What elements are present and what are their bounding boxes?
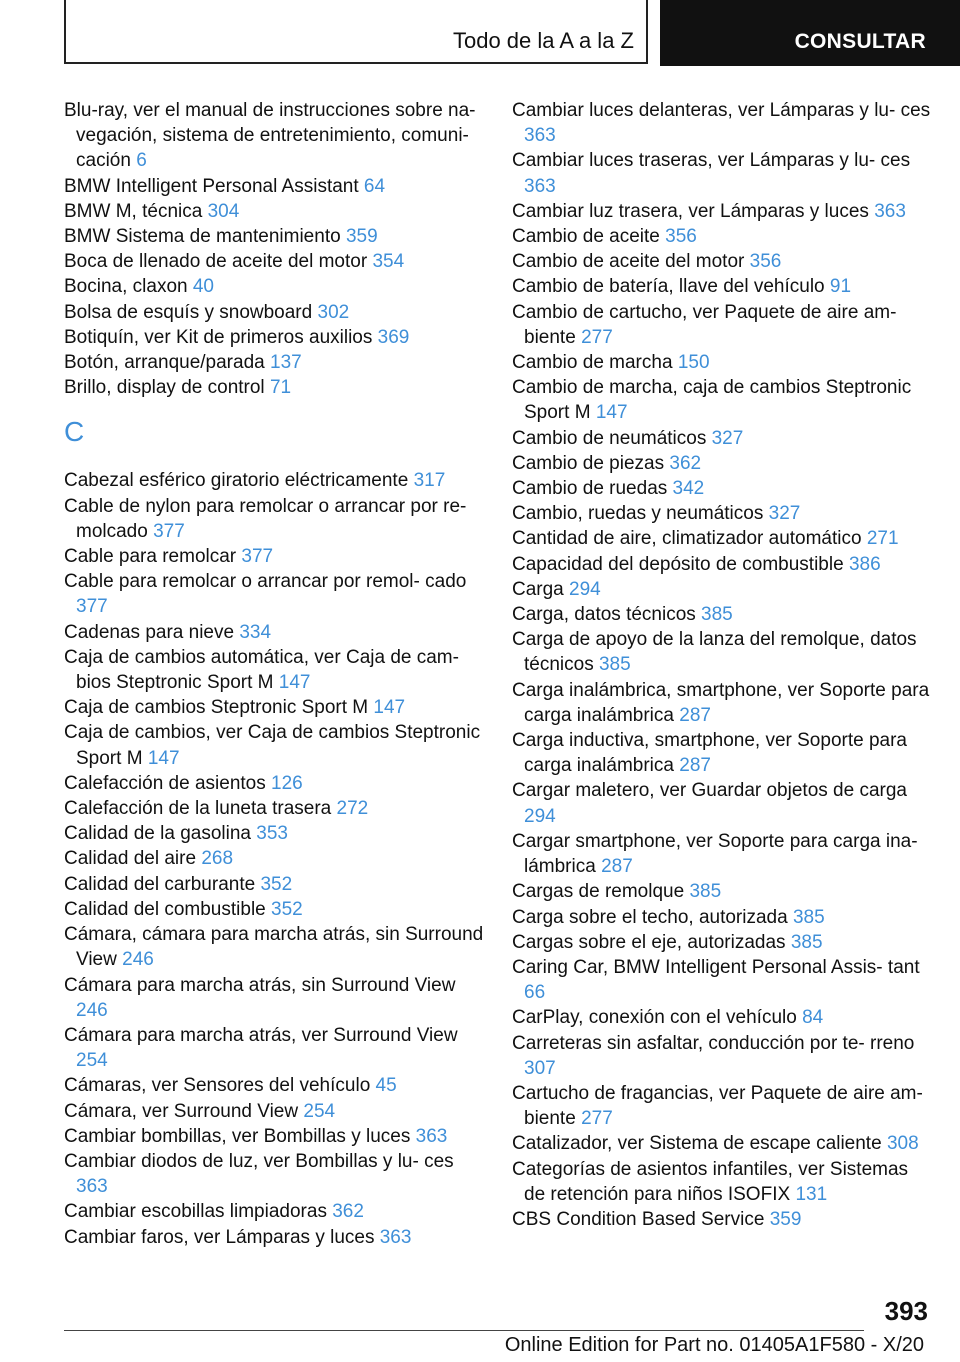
entry-term: Caja de cambios, ver Caja de cambios Steptronic Sport M — [64, 722, 481, 769]
index-entry — [512, 274, 932, 299]
entry-page-link[interactable]: 317 — [413, 470, 446, 492]
chapter-title: CONSULTAR — [794, 30, 926, 53]
entry-page-link[interactable]: 377 — [153, 520, 185, 542]
entry-page-link[interactable]: 363 — [76, 1176, 108, 1198]
entry-page-link[interactable]: 327 — [768, 503, 801, 525]
index-entry — [512, 905, 932, 930]
index-entry — [64, 569, 484, 619]
entry-page-link[interactable]: 363 — [379, 1226, 412, 1248]
index-entry — [512, 451, 932, 476]
entry-term: CarPlay, conexión con el vehículo — [512, 1007, 797, 1029]
entry-term: Cantidad de aire, climatizador automático — [512, 528, 862, 550]
entry-term: Carga, datos técnicos — [512, 604, 696, 626]
entry-term: Carreteras sin asfaltar, conducción por te- rreno — [512, 1032, 915, 1054]
entry-term: Cambiar bombillas, ver Bombillas y luces — [64, 1125, 411, 1147]
entry-page-link[interactable]: 294 — [524, 805, 556, 827]
index-entry — [64, 897, 484, 922]
index-entry — [512, 224, 932, 249]
index-list-b — [64, 98, 484, 400]
entry-page-link[interactable]: 254 — [76, 1050, 108, 1072]
index-entry — [512, 526, 932, 551]
entry-page-link[interactable]: 147 — [373, 697, 406, 719]
index-entry — [64, 821, 484, 846]
entry-term: Cambiar faros, ver Lámparas y luces — [64, 1226, 375, 1248]
entry-page-link[interactable]: 277 — [581, 1108, 613, 1130]
entry-page-link[interactable]: 271 — [866, 528, 899, 550]
entry-term: Cambio de marcha — [512, 352, 673, 374]
index-entry — [512, 552, 932, 577]
entry-page-link[interactable]: 246 — [122, 949, 154, 971]
index-entry — [64, 922, 484, 972]
entry-term: Calidad del aire — [64, 848, 197, 870]
index-entry — [64, 494, 484, 544]
entry-page-link[interactable]: 386 — [848, 553, 881, 575]
entry-page-link[interactable]: 352 — [271, 898, 303, 920]
entry-page-link[interactable]: 287 — [679, 704, 711, 726]
index-entry — [64, 98, 484, 174]
entry-page-link[interactable]: 377 — [76, 596, 108, 618]
index-entry — [64, 695, 484, 720]
entry-term: Cable para remolcar — [64, 546, 237, 568]
entry-term: Brillo, display de control — [64, 377, 265, 399]
index-entry — [512, 778, 932, 828]
index-entry — [64, 620, 484, 645]
entry-term: BMW Intelligent Personal Assistant — [64, 175, 359, 197]
entry-term: Cabezal esférico giratorio eléctricamente — [64, 470, 409, 492]
entry-page-link[interactable]: 150 — [677, 352, 710, 374]
entry-page-link[interactable]: 307 — [524, 1057, 556, 1079]
index-entry — [64, 375, 484, 400]
index-entry — [512, 476, 932, 501]
entry-term: Cambio de aceite — [512, 226, 660, 248]
index-entry — [64, 249, 484, 274]
entry-term: Cargas sobre el eje, autorizadas — [512, 931, 786, 953]
entry-term: Carga — [512, 578, 564, 600]
entry-page-link[interactable]: 385 — [790, 931, 823, 953]
entry-page-link[interactable]: 363 — [524, 175, 556, 197]
entry-page-link[interactable]: 64 — [363, 175, 386, 197]
entry-page-link[interactable]: 147 — [147, 747, 180, 769]
index-entry — [512, 577, 932, 602]
entry-term: Cambiar luz trasera, ver Lámparas y luces — [512, 200, 869, 222]
entry-term: Cambio de neumáticos — [512, 427, 707, 449]
index-entry — [64, 174, 484, 199]
entry-term: Cartucho de fragancias, ver Paquete de aire am- biente — [512, 1082, 923, 1130]
entry-term: Caja de cambios Steptronic Sport M — [64, 697, 369, 719]
entry-page-link[interactable]: 385 — [792, 906, 825, 928]
entry-term: Calefacción de la luneta trasera — [64, 798, 332, 820]
entry-term: CBS Condition Based Service — [512, 1208, 765, 1230]
index-entry — [512, 199, 932, 224]
index-entry — [512, 375, 932, 425]
entry-term: Cambio, ruedas y neumáticos — [512, 503, 764, 525]
entry-page-link[interactable]: 268 — [201, 848, 234, 870]
entry-page-link[interactable]: 147 — [595, 402, 628, 424]
entry-page-link[interactable]: 254 — [303, 1100, 336, 1122]
index-entry — [64, 199, 484, 224]
entry-page-link[interactable]: 277 — [581, 326, 613, 348]
entry-term: Botiquín, ver Kit de primeros auxilios — [64, 326, 373, 348]
entry-page-link[interactable]: 66 — [524, 982, 546, 1004]
entry-term: Calidad del combustible — [64, 898, 266, 920]
index-entry — [512, 829, 932, 879]
entry-term: Bocina, claxon — [64, 276, 188, 298]
entry-term: Cadenas para nieve — [64, 621, 235, 643]
index-entry — [64, 1023, 484, 1073]
entry-page-link[interactable]: 369 — [377, 326, 410, 348]
entry-page-link[interactable]: 84 — [802, 1007, 824, 1029]
index-entry — [64, 872, 484, 897]
entry-term: Cargar maletero, ver Guardar objetos de carga — [512, 780, 907, 802]
entry-term: Carga inductiva, smartphone, ver Soporte para carga inalámbrica — [512, 730, 907, 777]
index-column-right — [512, 98, 932, 1232]
entry-page-link[interactable]: 359 — [345, 226, 378, 248]
entry-page-link[interactable]: 362 — [332, 1201, 364, 1223]
index-entry — [512, 879, 932, 904]
index-entry — [64, 350, 484, 375]
entry-page-link[interactable]: 354 — [372, 251, 405, 273]
index-entry — [64, 325, 484, 350]
entry-page-link[interactable]: 308 — [886, 1133, 919, 1155]
index-entry — [64, 973, 484, 1023]
entry-page-link[interactable]: 352 — [260, 873, 293, 895]
entry-page-link[interactable]: 131 — [795, 1183, 828, 1205]
entry-page-link[interactable]: 45 — [375, 1075, 397, 1097]
entry-page-link[interactable]: 272 — [336, 798, 369, 820]
index-entry — [64, 544, 484, 569]
section-tab — [64, 0, 648, 64]
entry-term: Cargar smartphone, ver Soporte para carga ina- lámbrica — [512, 830, 918, 878]
index-entry — [512, 249, 932, 274]
entry-term: Cable para remolcar o arrancar por remol- cado — [64, 571, 467, 593]
index-entry — [512, 930, 932, 955]
index-entry — [512, 678, 932, 728]
entry-page-link[interactable]: 287 — [679, 755, 711, 777]
index-entry — [64, 468, 484, 493]
index-entry — [64, 1149, 484, 1199]
entry-term: Cambiar escobillas limpiadoras — [64, 1201, 327, 1223]
entry-term: Cargas de remolque — [512, 881, 685, 903]
section-title: Todo de la A a la Z — [452, 28, 634, 53]
entry-page-link[interactable]: 137 — [270, 352, 302, 374]
entry-page-link[interactable]: 287 — [601, 856, 633, 878]
index-entry — [64, 1225, 484, 1250]
entry-term: Cambio de ruedas — [512, 478, 668, 500]
index-entry — [64, 274, 484, 299]
entry-term: Cámara para marcha atrás, ver Surround View — [64, 1024, 458, 1046]
index-entry — [512, 98, 932, 148]
entry-term: BMW M, técnica — [64, 200, 203, 222]
index-entry — [64, 1199, 484, 1224]
entry-term: Cable de nylon para remolcar o arrancar por re- molcado — [64, 495, 467, 542]
entry-term: Carga de apoyo de la lanza del remolque, datos técnicos — [512, 629, 917, 676]
entry-page-link[interactable]: 363 — [415, 1125, 448, 1147]
index-entry — [512, 627, 932, 677]
entry-page-link[interactable]: 246 — [76, 999, 108, 1021]
entry-term: Cambio de cartucho, ver Paquete de aire am- biente — [512, 301, 897, 348]
index-entry — [64, 1124, 484, 1149]
index-entry — [64, 720, 484, 770]
entry-page-link[interactable]: 363 — [524, 125, 556, 147]
entry-term: Categorías de asientos infantiles, ver Sistemas de retención para niños ISOFIX — [512, 1158, 909, 1205]
index-entry — [512, 602, 932, 627]
index-entry — [512, 350, 932, 375]
entry-term: Blu-ray, ver el manual de instrucciones sobre na- vegación, sistema de entretenimiento, comuni- cación — [64, 100, 476, 172]
index-entry — [64, 1099, 484, 1124]
entry-page-link[interactable]: 385 — [598, 654, 631, 676]
entry-page-link[interactable]: 342 — [672, 478, 705, 500]
index-entry — [512, 1131, 932, 1156]
entry-page-link[interactable]: 385 — [701, 604, 733, 626]
index-entry — [512, 955, 932, 1005]
entry-page-link[interactable]: 353 — [256, 823, 288, 845]
index-list-c-right — [512, 98, 932, 1232]
footer-divider — [64, 1330, 864, 1331]
entry-page-link[interactable]: 356 — [749, 251, 782, 273]
index-entry — [64, 645, 484, 695]
entry-page-link[interactable]: 294 — [569, 578, 601, 600]
entry-term: Cambio de marcha, caja de cambios Steptronic Sport M — [512, 377, 912, 424]
index-entry — [64, 224, 484, 249]
entry-page-link[interactable]: 126 — [271, 772, 303, 794]
entry-term: Cambiar luces delanteras, ver Lámparas y lu- ces — [512, 100, 931, 121]
entry-term: Cambio de piezas — [512, 452, 665, 474]
entry-page-link[interactable]: 385 — [689, 881, 722, 903]
entry-page-link[interactable]: 304 — [207, 200, 240, 222]
entry-term: BMW Sistema de mantenimiento — [64, 226, 341, 248]
index-entry — [64, 300, 484, 325]
page-header — [0, 0, 960, 66]
entry-term: Boca de llenado de aceite del motor — [64, 251, 368, 273]
entry-term: Cámara para marcha atrás, sin Surround View — [64, 974, 456, 996]
entry-term: Calidad del carburante — [64, 873, 256, 895]
entry-page-link[interactable]: 71 — [269, 377, 292, 399]
entry-page-link[interactable]: 147 — [278, 672, 311, 694]
index-entry — [64, 771, 484, 796]
index-entry — [512, 1005, 932, 1030]
entry-term: Cambiar luces traseras, ver Lámparas y lu- ces — [512, 150, 911, 172]
index-entry — [512, 1081, 932, 1131]
entry-page-link[interactable]: 363 — [874, 200, 906, 222]
entry-page-link[interactable]: 327 — [711, 427, 744, 449]
entry-term: Calidad de la gasolina — [64, 823, 251, 845]
entry-term: Caja de cambios automática, ver Caja de cam- bios Steptronic Sport M — [64, 646, 459, 694]
entry-term: Cambio de batería, llave del vehículo — [512, 276, 825, 298]
entry-page-link[interactable]: 302 — [317, 301, 350, 323]
entry-term: Calefacción de asientos — [64, 772, 266, 794]
index-list-c-left — [64, 468, 484, 1249]
entry-page-link[interactable]: 6 — [136, 150, 147, 172]
entry-page-link[interactable]: 359 — [769, 1208, 802, 1230]
index-entry — [512, 728, 932, 778]
entry-page-link[interactable]: 362 — [669, 452, 702, 474]
entry-term: Bolsa de esquís y snowboard — [64, 301, 313, 323]
index-entry — [64, 796, 484, 821]
entry-page-link[interactable]: 377 — [241, 546, 274, 568]
entry-term: Cambio de aceite del motor — [512, 251, 745, 273]
index-entry — [64, 1073, 484, 1098]
index-entry — [512, 426, 932, 451]
index-entry — [64, 846, 484, 871]
entry-term: Capacidad del depósito de combustible — [512, 553, 844, 575]
entry-term: Carga inalámbrica, smartphone, ver Soporte para carga inalámbrica — [512, 679, 930, 726]
entry-page-link[interactable]: 356 — [665, 226, 697, 248]
entry-term: Cámaras, ver Sensores del vehículo — [64, 1075, 371, 1097]
index-entry — [512, 1157, 932, 1207]
entry-term: Catalizador, ver Sistema de escape caliente — [512, 1133, 882, 1155]
index-entry — [512, 1207, 932, 1232]
entry-term: Caring Car, BMW Intelligent Personal Assis- tant — [512, 956, 920, 978]
entry-term: Cámara, cámara para marcha atrás, sin Surround View — [64, 924, 484, 971]
entry-term: Carga sobre el techo, autorizada — [512, 906, 788, 928]
entry-term: Cambiar diodos de luz, ver Bombillas y lu- ces — [64, 1150, 454, 1172]
edition-note: Online Edition for Part no. 01405A1F580 - X/20 — [504, 1334, 924, 1356]
index-entry — [512, 300, 932, 350]
index-entry — [512, 148, 932, 198]
index-entry — [512, 501, 932, 526]
index-column-left — [64, 98, 484, 1250]
chapter-tab[interactable] — [660, 0, 960, 66]
index-entry — [512, 1031, 932, 1081]
entry-term: Botón, arranque/parada — [64, 352, 265, 374]
section-letter: C — [64, 416, 85, 448]
entry-page-link[interactable]: 40 — [192, 276, 214, 298]
entry-page-link[interactable]: 91 — [829, 276, 852, 298]
entry-page-link[interactable]: 334 — [239, 621, 272, 643]
page-number: 393 — [884, 1296, 928, 1326]
entry-term: Cámara, ver Surround View — [64, 1100, 299, 1122]
